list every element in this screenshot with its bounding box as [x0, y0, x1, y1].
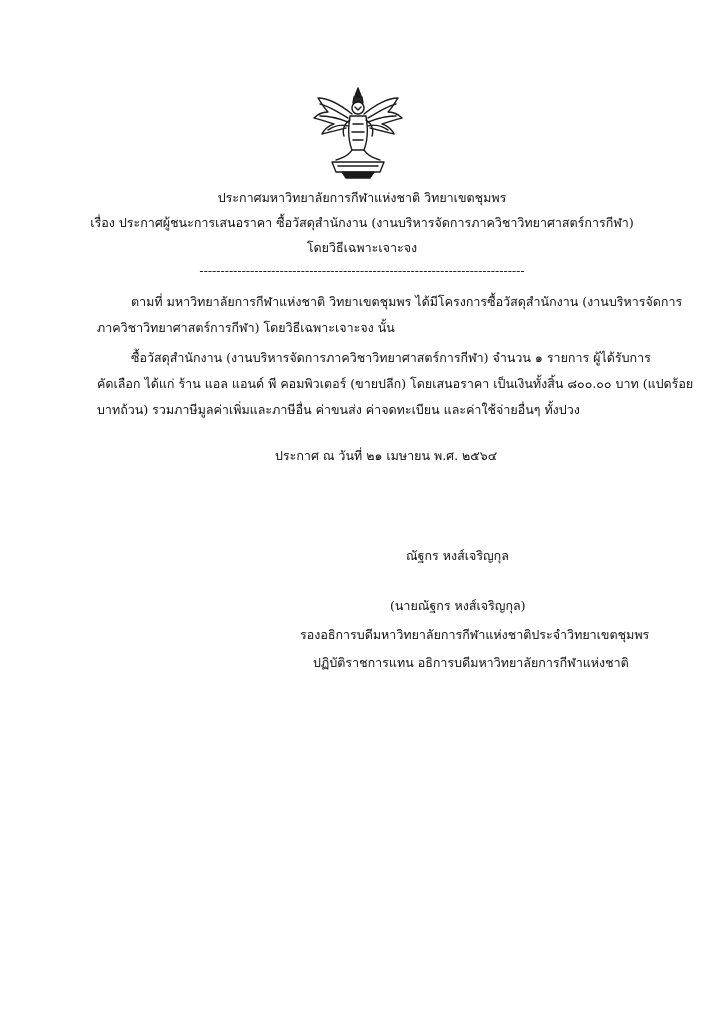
- paragraph-1-line-1: ตามที่ มหาวิทยาลัยการกีฬาแห่งชาติ วิทยาเขตชุมพร ได้มีโครงการซื้อวัสดุสำนักงาน (งานบริหารจัดการ: [131, 294, 683, 309]
- paragraph-2-line-2: คัดเลือก ได้แก่ ร้าน แอล แอนด์ พี คอมพิวเตอร์ (ขายปลีก) โดยเสนอราคา เป็นเงินทั้งสิ้น ๘๐๐.๐๐ บาท (แปดร้อย: [97, 376, 694, 391]
- signatory-position-line-1: รองอธิการบดีมหาวิทยาลัยการกีฬาแห่งชาติประจำวิทยาเขตชุมพร: [300, 627, 650, 642]
- garuda-emblem-icon: [308, 84, 408, 180]
- announcement-title: ประกาศมหาวิทยาลัยการกีฬาแห่งชาติ วิทยาเขตชุมพร: [217, 190, 507, 205]
- paragraph-1-line-2: ภาควิชาวิทยาศาสตร์การกีฬา) โดยวิธีเฉพาะเจาะจง นั้น: [97, 320, 395, 335]
- header-divider: -----------------------------------------------------------------------------: [199, 263, 525, 278]
- signatory-position-line-2: ปฏิบัติราชการแทน อธิการบดีมหาวิทยาลัยการกีฬาแห่งชาติ: [313, 655, 629, 670]
- announcement-subject: เรื่อง ประกาศผู้ชนะการเสนอราคา ซื้อวัสดุสำนักงาน (งานบริหารจัดการภาควิชาวิทยาศาสตร์การกีฬา): [90, 215, 634, 230]
- signatory-printed-name: (นายณัฐกร หงส์เจริญกุล): [390, 598, 526, 613]
- paragraph-2-line-3: บาทถ้วน) รวมภาษีมูลค่าเพิ่มและภาษีอื่น ค่าขนส่ง ค่าจดทะเบียน และค่าใช้จ่ายอื่นๆ ทั้งปวง: [97, 402, 580, 417]
- announcement-date: ประกาศ ณ วันที่ ๒๑ เมษายน พ.ศ. ๒๕๖๔: [275, 448, 498, 463]
- paragraph-2-line-1: ซื้อวัสดุสำนักงาน (งานบริหารจัดการภาควิชาวิทยาศาสตร์การกีฬา) จำนวน ๑ รายการ ผู้ได้รับการ: [131, 350, 651, 365]
- signature: ณัฐกร หงส์เจริญกุล: [406, 548, 509, 563]
- procurement-method: โดยวิธีเฉพาะเจาะจง: [306, 240, 418, 255]
